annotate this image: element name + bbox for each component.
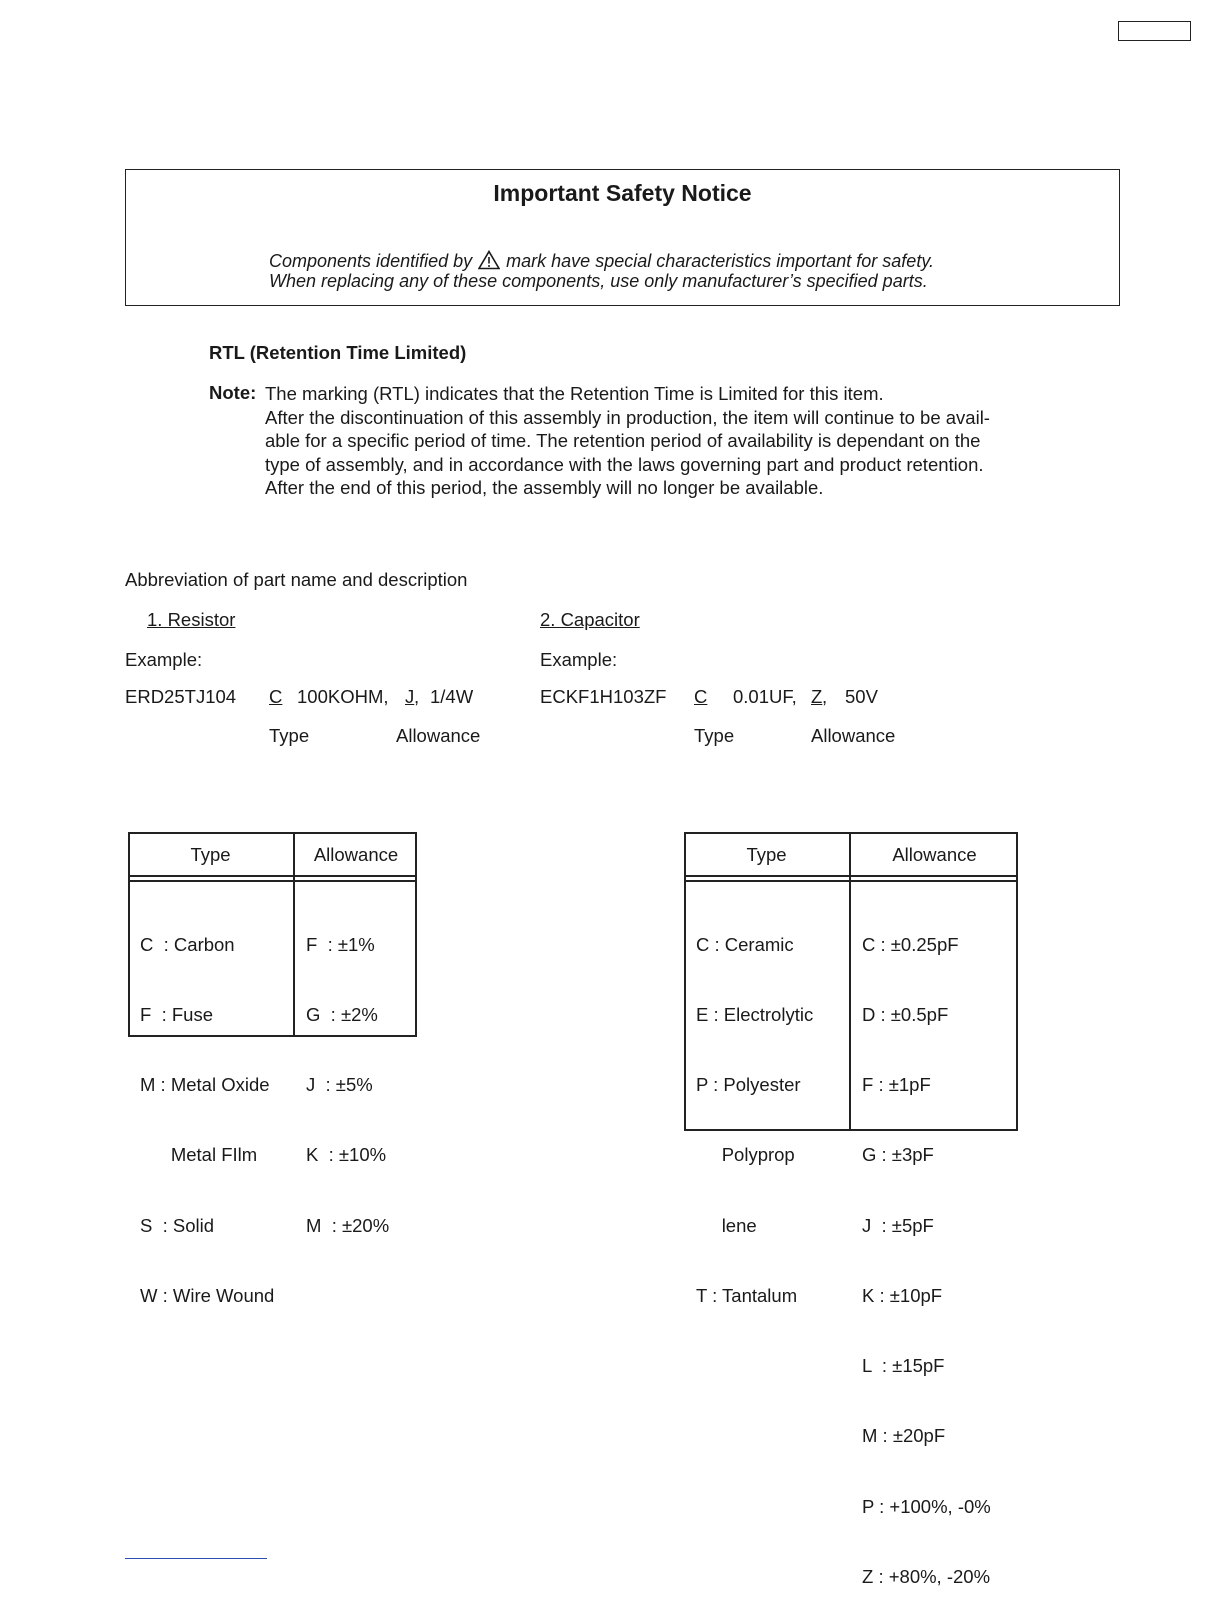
safety-notice-line1-end: mark have special characteristics important for safety. [506, 251, 934, 271]
safety-notice-box [125, 169, 1120, 306]
resistor-table-header-allowance: Allowance [313, 844, 399, 865]
abbreviation-heading: Abbreviation of part name and description [125, 569, 468, 590]
list-item: Metal FIlm [140, 1144, 258, 1166]
resistor-rating: 1/4W [430, 686, 474, 707]
list-item: C : Ceramic [696, 933, 794, 955]
safety-notice-line1-start: Components identified by [269, 251, 473, 271]
capacitor-type-code: C [694, 686, 708, 707]
capacitor-allowance-list [862, 886, 991, 1612]
rtl-note-line: type of assembly, and in accordance with the laws governing part and product retention. [265, 453, 984, 475]
page-number-box [1118, 21, 1191, 41]
capacitor-allowance-code: Z [811, 686, 823, 707]
list-item: W : Wire Wound [140, 1284, 275, 1306]
capacitor-rating: 50V [845, 686, 878, 707]
list-item: M : ±20pF [862, 1425, 946, 1447]
rtl-heading: RTL (Retention Time Limited) [209, 342, 467, 363]
safety-notice-line2: When replacing any of these components, use only manufacturer’s specified parts. [269, 271, 928, 291]
list-item: F : Fuse [140, 1004, 213, 1026]
rtl-note-line: After the discontinuation of this assembly in production, the item will continue to be avail- [265, 406, 990, 428]
list-item: Z : +80%, -20% [862, 1565, 991, 1587]
capacitor-table-header-allowance: Allowance [892, 844, 977, 865]
rtl-note-line: After the end of this period, the assembly will no longer be available. [265, 477, 824, 498]
resistor-type-label: Type [269, 725, 310, 746]
resistor-table-header-type: Type [190, 844, 231, 865]
list-item: Polyprop [696, 1144, 795, 1166]
list-item: K : ±10% [306, 1144, 387, 1166]
capacitor-table-header-type: Type [746, 844, 787, 865]
list-item: G : ±3pF [862, 1144, 934, 1166]
resistor-value: 100KOHM, [297, 686, 389, 707]
resistor-title: 1. Resistor [147, 609, 236, 630]
capacitor-title: 2. Capacitor [540, 609, 640, 630]
list-item: C : ±0.25pF [862, 933, 959, 955]
list-item: J : ±5pF [862, 1214, 934, 1236]
capacitor-example-label: Example: [540, 649, 618, 670]
rtl-note-line: The marking (RTL) indicates that the Retention Time is Limited for this item. [265, 383, 884, 404]
list-item: F : ±1% [306, 933, 375, 955]
list-item: K : ±10pF [862, 1284, 943, 1306]
resistor-allowance-list [306, 886, 389, 1261]
list-item: P : Polyester [696, 1074, 801, 1096]
resistor-part-number: ERD25TJ104 [125, 686, 237, 707]
resistor-type-code: C [269, 686, 283, 707]
capacitor-value: 0.01UF, [733, 686, 797, 707]
safety-notice-title: Important Safety Notice [493, 180, 752, 206]
footer-rule [125, 1558, 267, 1559]
list-item: F : ±1pF [862, 1074, 931, 1096]
list-item: D : ±0.5pF [862, 1004, 949, 1026]
resistor-example-label: Example: [125, 649, 203, 670]
list-item: G : ±2% [306, 1004, 378, 1026]
list-item: M : ±20% [306, 1214, 390, 1236]
list-item: P : +100%, -0% [862, 1495, 991, 1517]
list-item: E : Electrolytic [696, 1004, 814, 1026]
capacitor-part-number: ECKF1H103ZF [540, 686, 667, 707]
list-item: C : Carbon [140, 933, 235, 955]
warning-triangle-icon [478, 250, 500, 270]
list-item: T : Tantalum [696, 1284, 798, 1306]
list-item: S : Solid [140, 1214, 215, 1236]
list-item: M : Metal Oxide [140, 1074, 270, 1096]
list-item: J : ±5% [306, 1074, 373, 1096]
list-item: lene [696, 1214, 757, 1236]
safety-notice-text [269, 250, 934, 291]
capacitor-type-list [696, 886, 813, 1331]
capacitor-type-label: Type [694, 725, 735, 746]
rtl-note-body [265, 382, 1040, 500]
resistor-type-list [140, 886, 274, 1331]
list-item: L : ±15pF [862, 1355, 945, 1377]
rtl-note-line: able for a specific period of time. The retention period of availability is dependant on the [265, 430, 981, 451]
capacitor-allowance-label: Allowance [811, 725, 896, 746]
note-label: Note: [209, 382, 257, 403]
resistor-allowance-code: J [405, 686, 415, 707]
resistor-allowance-label: Allowance [396, 725, 481, 746]
